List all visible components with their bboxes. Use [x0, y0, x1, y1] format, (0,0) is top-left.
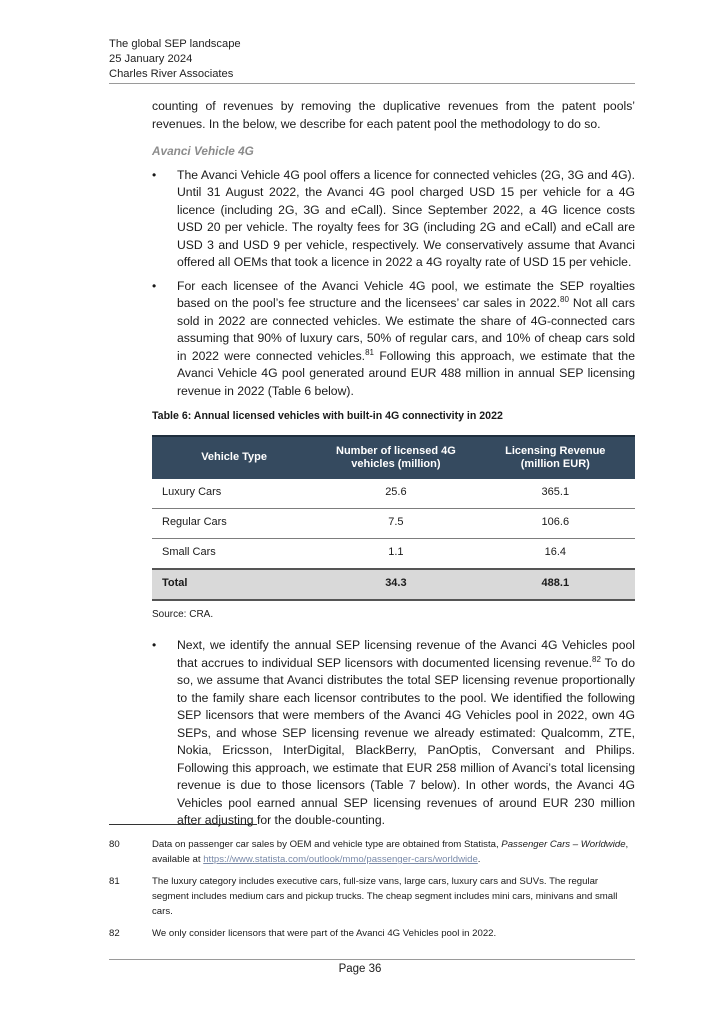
footnote-text: We only consider licensors that were part of the Avanci 4G Vehicles pool in 2022.: [152, 928, 497, 939]
cell-licensing-revenue: 365.1: [476, 479, 635, 509]
table-total-row: [152, 569, 635, 600]
bullet-text: For each licensee of the Avanci Vehicle 4G pool, we estimate the SEP royalties based on the pool’s fee structure and the licensees’ car sales in 2022.: [177, 278, 635, 310]
footnote-number: 82: [109, 928, 120, 939]
table-source: Source: CRA.: [152, 608, 214, 620]
table-row: [152, 479, 635, 509]
footer-divider: [109, 959, 635, 960]
licensed-vehicles-table: [152, 435, 635, 601]
table-caption: Table 6: Annual licensed vehicles with built-in 4G connectivity in 2022: [152, 410, 503, 422]
bullet-list-top: [152, 167, 635, 401]
cell-total-vehicles: 34.3: [316, 569, 475, 600]
footnote-text: , available at: [152, 839, 629, 865]
footnote-ref-81[interactable]: 81: [365, 347, 374, 357]
footnote-separator: [109, 824, 257, 825]
section-heading: Avanci Vehicle 4G: [152, 144, 254, 158]
header-report-title: The global SEP landscape: [109, 38, 241, 50]
cell-licensed-vehicles: 7.5: [316, 508, 475, 538]
header-date: 25 January 2024: [109, 53, 193, 65]
bullet-item-licensors: [152, 637, 635, 830]
bullet-marker: •: [152, 638, 157, 652]
header-organization: Charles River Associates: [109, 68, 234, 80]
cell-vehicle-type: Luxury Cars: [152, 479, 316, 509]
page-number: Page 36: [338, 963, 382, 975]
footnote-number: 81: [109, 876, 120, 887]
running-header: [109, 37, 635, 82]
table-header-row: [152, 436, 635, 479]
cell-licensed-vehicles: 1.1: [316, 538, 475, 569]
bullet-list-bottom: [152, 637, 635, 830]
cell-total-label: Total: [152, 569, 316, 600]
column-header-licensing-revenue: Licensing Revenue (million EUR): [476, 436, 635, 479]
bullet-text: Not all cars sold in 2022 are connected vehicles. We estimate the share of 4G-connected cars assuming that 90% of luxury cars, 50% of regular cars, and 10% of cheap cars sold in 2022 were connected vehicles.: [177, 296, 635, 363]
bullet-item-estimate: [152, 278, 635, 401]
footnotes: [109, 837, 635, 948]
bullet-marker: •: [152, 278, 157, 293]
footnote-text: The luxury category includes executive cars, full-size vans, large cars, luxury cars and SUVs. The regular segment includes medium cars and pickup trucks. The cheap segment includes mini cars, minivans and small cars.: [152, 876, 618, 917]
main-content: [152, 98, 635, 836]
footnote-80: [109, 837, 635, 867]
footnote-82: [109, 926, 635, 941]
column-header-vehicle-type: Vehicle Type: [152, 436, 316, 479]
footnote-source-title: Passenger Cars – Worldwide: [501, 839, 626, 850]
footnote-text: .: [477, 854, 481, 865]
header-divider: [109, 83, 635, 84]
cell-licensing-revenue: 106.6: [476, 508, 635, 538]
bullet-text: To do so, we assume that Avanci distributes the total SEP licensing revenue proportionally to the family share each licensor contributes to the pool. We identified the following SEP licensors that were members of the Avanci 4G Vehicles pool in 2022, own 4G SEPs, and whose SEP licensing revenue we already estimated: Qualcomm, ZTE, Nokia, Ericsson, InterDigital, BlackBerry, PanOptis, Conversant and Philips. Following this approach, we estimate that EUR 258 million of Avanci’s total licensing revenue is due to those licensors (Table 7 below). In other words, the Avanci 4G Vehicles pool earned annual SEP licensing revenues of around EUR 230 million after adjusting for the double-counting.: [177, 655, 635, 827]
footnote-81: [109, 874, 635, 919]
footnote-ref-82[interactable]: 82: [592, 654, 601, 664]
cell-vehicle-type: Regular Cars: [152, 508, 316, 538]
cell-vehicle-type: Small Cars: [152, 538, 316, 569]
bullet-item-pricing: [152, 167, 635, 272]
intro-paragraph: counting of revenues by removing the duplicative revenues from the patent pools’ revenues. In the below, we describe for each patent pool the methodology to do so.: [152, 99, 635, 131]
column-header-licensed-vehicles: Number of licensed 4G vehicles (million): [316, 436, 475, 479]
footnote-ref-80[interactable]: 80: [560, 295, 569, 304]
cell-licensed-vehicles: 25.6: [316, 479, 475, 509]
table-row: [152, 508, 635, 538]
footnote-number: 80: [109, 839, 120, 850]
bullet-text: Following this approach, we estimate that the Avanci Vehicle 4G pool generated around EUR 488 million in annual SEP licensing revenue in 2022 (Table 6 below).: [177, 348, 635, 398]
cell-total-revenue: 488.1: [476, 569, 635, 600]
bullet-marker: •: [152, 167, 157, 182]
cell-licensing-revenue: 16.4: [476, 538, 635, 569]
footnote-text: Data on passenger car sales by OEM and vehicle type are obtained from Statista,: [152, 839, 502, 850]
bullet-text: Next, we identify the annual SEP licensing revenue of the Avanci 4G Vehicles pool that accrues to individual SEP licensors with documented licensing revenue.: [177, 638, 635, 670]
statista-link[interactable]: https://www.statista.com/outlook/mmo/passenger-cars/worldwide: [203, 854, 478, 865]
bullet-text: The Avanci Vehicle 4G pool offers a licence for connected vehicles (2G, 3G and 4G). Until 31 August 2022, the Avanci 4G pool charged USD 15 per vehicle for a 4G licence (including 2G, 3G and eCall). Since September 2022, a 4G licence costs USD 20 per vehicle. The royalty fees for 3G (including 2G and eCall) and eCall are USD 3 and USD 9 per vehicle, respectively. We conservatively assume that Avanci offered all OEMs that took a licence in 2022 a 4G royalty rate of USD 15 per vehicle.: [177, 167, 635, 269]
table-row: [152, 538, 635, 569]
